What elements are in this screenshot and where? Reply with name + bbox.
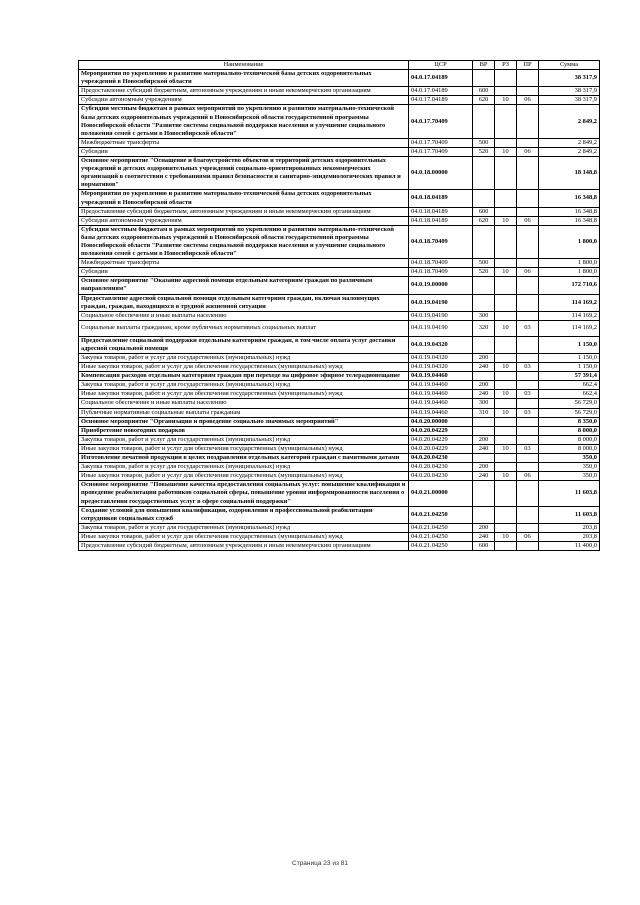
cell-csr: 04.0.19.00000 (409, 277, 473, 294)
cell-pr (517, 426, 539, 435)
cell-sum: 350,0 (539, 454, 600, 463)
table-row (79, 454, 600, 463)
cell-sum: 350,0 (539, 463, 600, 472)
cell-csr: 04.0.20.04230 (409, 472, 473, 481)
cell-vr (473, 105, 495, 138)
cell-pr: 03 (517, 408, 539, 417)
cell-rz: 10 (495, 472, 517, 481)
table-row (79, 157, 600, 190)
cell-name: Закупка товаров, работ и услуг для государственных (муниципальных) нужд (79, 435, 409, 444)
table-row (79, 444, 600, 453)
table-row (79, 363, 600, 372)
cell-vr: 520 (473, 147, 495, 156)
cell-vr (473, 426, 495, 435)
cell-name: Приобретение новогодних подарков (79, 426, 409, 435)
cell-csr: 04.0.19.04460 (409, 381, 473, 390)
cell-rz (495, 277, 517, 294)
cell-name: Закупка товаров, работ и услуг для государственных (муниципальных) нужд (79, 523, 409, 532)
cell-sum: 16 348,8 (539, 190, 600, 207)
table-row (79, 381, 600, 390)
cell-pr (517, 138, 539, 147)
table-row (79, 277, 600, 294)
cell-sum: 16 348,8 (539, 207, 600, 216)
cell-vr: 620 (473, 216, 495, 225)
header-rz: РЗ (495, 61, 517, 70)
cell-name: Иные закупки товаров, работ и услуг для обеспечения государственных (муниципальных) нужд (79, 472, 409, 481)
cell-pr (517, 463, 539, 472)
cell-vr: 240 (473, 363, 495, 372)
cell-csr: 04.0.20.04229 (409, 435, 473, 444)
cell-pr: 06 (517, 268, 539, 277)
cell-pr (517, 87, 539, 96)
cell-csr: 04.0.19.04460 (409, 408, 473, 417)
table-row (79, 259, 600, 268)
cell-pr (517, 207, 539, 216)
cell-sum: 2 849,2 (539, 138, 600, 147)
cell-vr: 240 (473, 390, 495, 399)
cell-vr: 500 (473, 259, 495, 268)
cell-name: Иные закупки товаров, работ и услуг для обеспечения государственных (муниципальных) нужд (79, 363, 409, 372)
cell-sum: 11 603,8 (539, 481, 600, 506)
cell-csr: 04.0.18.04189 (409, 190, 473, 207)
cell-pr (517, 311, 539, 320)
cell-name: Публичные нормативные социальные выплаты гражданам (79, 408, 409, 417)
cell-name: Субсидии автономным учреждениям (79, 96, 409, 105)
cell-sum: 203,8 (539, 523, 600, 532)
table-row (79, 408, 600, 417)
cell-rz (495, 354, 517, 363)
cell-rz: 10 (495, 532, 517, 541)
cell-pr (517, 259, 539, 268)
cell-csr: 04.0.19.04190 (409, 294, 473, 311)
cell-rz (495, 157, 517, 190)
cell-pr (517, 190, 539, 207)
cell-rz: 10 (495, 408, 517, 417)
cell-pr (517, 417, 539, 426)
cell-name: Субсидии автономным учреждениям (79, 216, 409, 225)
cell-rz (495, 294, 517, 311)
cell-rz (495, 87, 517, 96)
table-row (79, 138, 600, 147)
cell-csr: 04.0.19.04320 (409, 354, 473, 363)
cell-pr (517, 105, 539, 138)
cell-pr (517, 381, 539, 390)
cell-csr: 04.0.19.04460 (409, 390, 473, 399)
cell-name: Социальные выплаты гражданам, кроме публичных нормативных социальных выплат (79, 320, 409, 336)
table-row (79, 472, 600, 481)
table-row (79, 216, 600, 225)
cell-vr (473, 481, 495, 506)
cell-vr (473, 506, 495, 523)
cell-sum: 114 169,2 (539, 320, 600, 336)
cell-sum: 56 729,0 (539, 408, 600, 417)
cell-name: Основное мероприятие "Организация и проведение социально значимых мероприятий" (79, 417, 409, 426)
cell-rz (495, 435, 517, 444)
cell-csr: 04.0.19.04320 (409, 336, 473, 353)
cell-name: Основное мероприятие "Оказание адресной помощи отдельным категориям граждан по различным направлениям" (79, 277, 409, 294)
cell-sum: 8 000,0 (539, 435, 600, 444)
cell-name: Создание условий для повышения квалификации, оздоровления и профессиональной реабилитации сотрудников социальных служб (79, 506, 409, 523)
cell-csr: 04.0.17.70409 (409, 147, 473, 156)
cell-pr (517, 541, 539, 550)
cell-pr (517, 70, 539, 87)
table-header-row (79, 61, 600, 70)
cell-pr (517, 354, 539, 363)
cell-csr: 04.0.21.04250 (409, 523, 473, 532)
cell-sum: 8 350,0 (539, 417, 600, 426)
cell-pr (517, 372, 539, 381)
cell-pr (517, 336, 539, 353)
cell-vr: 600 (473, 207, 495, 216)
cell-name: Субсидии (79, 147, 409, 156)
cell-rz (495, 506, 517, 523)
cell-sum: 1 150,0 (539, 336, 600, 353)
cell-pr (517, 277, 539, 294)
cell-rz: 10 (495, 444, 517, 453)
table-row (79, 390, 600, 399)
cell-rz (495, 259, 517, 268)
cell-pr (517, 481, 539, 506)
cell-name: Межбюджетные трансферты (79, 138, 409, 147)
cell-vr: 200 (473, 354, 495, 363)
cell-csr: 04.0.21.04250 (409, 541, 473, 550)
cell-name: Закупка товаров, работ и услуг для государственных (муниципальных) нужд (79, 381, 409, 390)
cell-sum: 350,0 (539, 472, 600, 481)
cell-sum: 1 800,0 (539, 259, 600, 268)
cell-vr: 200 (473, 381, 495, 390)
cell-pr: 03 (517, 444, 539, 453)
cell-pr (517, 506, 539, 523)
table-row (79, 87, 600, 96)
header-vr: ВР (473, 61, 495, 70)
cell-rz (495, 138, 517, 147)
cell-pr: 06 (517, 216, 539, 225)
cell-vr (473, 190, 495, 207)
cell-pr (517, 435, 539, 444)
cell-name: Иные закупки товаров, работ и услуг для обеспечения государственных (муниципальных) нужд (79, 390, 409, 399)
cell-rz: 10 (495, 390, 517, 399)
cell-name: Субсидии местным бюджетам в рамках мероприятий по укреплению и развитию материально-технической базы детских оздоровительных учреждений в Новосибирской области государственной программы Новосибирской области "Развитие системы социальной поддержки населения и улучшение социального положения семей с детьми в Новосибирской области" (79, 105, 409, 138)
cell-csr: 04.0.17.70409 (409, 105, 473, 138)
table-row (79, 481, 600, 506)
cell-pr (517, 157, 539, 190)
cell-sum: 11 603,8 (539, 506, 600, 523)
cell-sum: 11 400,0 (539, 541, 600, 550)
cell-vr: 300 (473, 399, 495, 408)
cell-csr: 04.0.17.04189 (409, 70, 473, 87)
table-row (79, 70, 600, 87)
cell-sum: 662,4 (539, 390, 600, 399)
cell-vr: 320 (473, 320, 495, 336)
cell-name: Изготовление печатной продукции в целях поздравления отдельных категорий граждан с памятными датами (79, 454, 409, 463)
cell-rz: 10 (495, 216, 517, 225)
cell-sum: 1 150,0 (539, 363, 600, 372)
cell-sum: 662,4 (539, 381, 600, 390)
cell-sum: 172 710,6 (539, 277, 600, 294)
table-row (79, 105, 600, 138)
cell-pr (517, 399, 539, 408)
cell-pr: 06 (517, 96, 539, 105)
cell-pr: 03 (517, 363, 539, 372)
cell-pr: 03 (517, 390, 539, 399)
table-row (79, 225, 600, 258)
table-row (79, 190, 600, 207)
cell-rz: 10 (495, 320, 517, 336)
cell-name: Мероприятия по укреплению и развитию материально-технической базы детских оздоровительных учреждений в Новосибирской области (79, 70, 409, 87)
cell-rz (495, 336, 517, 353)
table-row (79, 268, 600, 277)
cell-vr (473, 372, 495, 381)
cell-csr: 04.0.17.70409 (409, 138, 473, 147)
table-row (79, 523, 600, 532)
cell-name: Предоставление адресной социальной помощи отдельным категориям граждан, включая малоимущих граждан, граждан, находящихся в трудной жизненной ситуации (79, 294, 409, 311)
cell-sum: 38 317,9 (539, 87, 600, 96)
header-pr: ПР (517, 61, 539, 70)
cell-name: Закупка товаров, работ и услуг для государственных (муниципальных) нужд (79, 463, 409, 472)
table-row (79, 463, 600, 472)
cell-vr: 600 (473, 541, 495, 550)
cell-vr (473, 294, 495, 311)
cell-sum: 1 800,0 (539, 225, 600, 258)
cell-csr: 04.0.17.04189 (409, 87, 473, 96)
cell-pr (517, 225, 539, 258)
cell-pr (517, 294, 539, 311)
cell-vr: 240 (473, 444, 495, 453)
page-number: Страница 23 из 81 (292, 860, 348, 867)
cell-csr: 04.0.20.04229 (409, 444, 473, 453)
header-sum: Сумма (539, 61, 600, 70)
cell-name: Межбюджетные трансферты (79, 259, 409, 268)
table-row (79, 320, 600, 336)
cell-name: Иные закупки товаров, работ и услуг для обеспечения государственных (муниципальных) нужд (79, 444, 409, 453)
cell-csr: 04.0.19.04190 (409, 320, 473, 336)
cell-sum: 38 317,9 (539, 96, 600, 105)
cell-rz (495, 190, 517, 207)
cell-rz (495, 541, 517, 550)
cell-name: Субсидии местным бюджетам в рамках мероприятий по укреплению и развитию материально-технической базы детских оздоровительных учреждений в Новосибирской области государственной программы Новосибирской области "Развитие системы социальной поддержки населения и улучшение социального положения семей с детьми в Новосибирской области" (79, 225, 409, 258)
cell-rz (495, 399, 517, 408)
table-row (79, 417, 600, 426)
cell-rz (495, 454, 517, 463)
cell-name: Предоставление субсидий бюджетным, автономным учреждениям и иным некоммерческим организациям (79, 87, 409, 96)
cell-csr: 04.0.19.04460 (409, 372, 473, 381)
cell-vr (473, 336, 495, 353)
cell-vr (473, 70, 495, 87)
cell-csr: 04.0.21.04250 (409, 532, 473, 541)
cell-vr: 200 (473, 463, 495, 472)
cell-csr: 04.0.18.00000 (409, 157, 473, 190)
table-row (79, 372, 600, 381)
cell-rz (495, 523, 517, 532)
cell-pr (517, 523, 539, 532)
cell-sum: 57 391,4 (539, 372, 600, 381)
cell-sum: 1 150,0 (539, 354, 600, 363)
cell-rz (495, 381, 517, 390)
cell-rz (495, 481, 517, 506)
cell-name: Субсидии (79, 268, 409, 277)
cell-sum: 203,8 (539, 532, 600, 541)
cell-csr: 04.0.20.04230 (409, 463, 473, 472)
cell-name: Мероприятия по укреплению и развитию материально-технической базы детских оздоровительных учреждений в Новосибирской области (79, 190, 409, 207)
cell-vr: 200 (473, 523, 495, 532)
cell-rz (495, 463, 517, 472)
table-row (79, 207, 600, 216)
cell-rz: 10 (495, 96, 517, 105)
cell-csr: 04.0.21.00000 (409, 481, 473, 506)
table-row (79, 311, 600, 320)
cell-sum: 8 000,0 (539, 444, 600, 453)
cell-csr: 04.0.20.04229 (409, 426, 473, 435)
cell-sum: 114 169,2 (539, 294, 600, 311)
cell-name: Иные закупки товаров, работ и услуг для обеспечения государственных (муниципальных) нужд (79, 532, 409, 541)
table-row (79, 426, 600, 435)
cell-vr: 500 (473, 138, 495, 147)
cell-pr: 06 (517, 532, 539, 541)
cell-sum: 38 317,9 (539, 70, 600, 87)
table-row (79, 147, 600, 156)
cell-sum: 16 348,8 (539, 216, 600, 225)
cell-pr: 06 (517, 147, 539, 156)
cell-name: Предоставление субсидий бюджетным, автономным учреждениям и иным некоммерческим организациям (79, 207, 409, 216)
cell-vr: 520 (473, 268, 495, 277)
budget-table (78, 60, 600, 551)
cell-csr: 04.0.21.04250 (409, 506, 473, 523)
cell-csr: 04.0.18.70409 (409, 259, 473, 268)
cell-sum: 1 800,0 (539, 268, 600, 277)
cell-rz (495, 372, 517, 381)
cell-vr: 200 (473, 435, 495, 444)
header-name: Наименование (79, 61, 409, 70)
table-row (79, 294, 600, 311)
cell-csr: 04.0.18.04189 (409, 207, 473, 216)
cell-rz (495, 225, 517, 258)
cell-rz: 10 (495, 147, 517, 156)
cell-csr: 04.0.18.04189 (409, 216, 473, 225)
cell-name: Основное мероприятие "Оснащение и благоустройство объектов и территорий детских оздоровительных учреждений и детских оздоровительных учреждений социально-ориентированных некоммерческих организаций в соответствии с требованиями правил безопасности и санитарно-эпидемиологических правил и нормативов" (79, 157, 409, 190)
table-row (79, 506, 600, 523)
cell-csr: 04.0.19.04320 (409, 363, 473, 372)
cell-vr (473, 277, 495, 294)
cell-csr: 04.0.19.04460 (409, 399, 473, 408)
cell-vr: 600 (473, 87, 495, 96)
cell-rz: 10 (495, 268, 517, 277)
table-body (79, 70, 600, 551)
cell-vr (473, 417, 495, 426)
cell-rz: 10 (495, 363, 517, 372)
table-row (79, 336, 600, 353)
cell-vr: 240 (473, 472, 495, 481)
table-row (79, 96, 600, 105)
cell-sum: 18 148,8 (539, 157, 600, 190)
cell-sum: 8 000,0 (539, 426, 600, 435)
cell-sum: 114 169,2 (539, 311, 600, 320)
cell-rz (495, 311, 517, 320)
cell-vr: 300 (473, 311, 495, 320)
cell-pr: 06 (517, 472, 539, 481)
table-row (79, 354, 600, 363)
cell-name: Предоставление субсидий бюджетным, автономным учреждениям и иным некоммерческим организациям (79, 541, 409, 550)
cell-vr: 310 (473, 408, 495, 417)
cell-vr (473, 225, 495, 258)
cell-name: Предоставление социальной поддержки отдельным категориям граждан, в том числе оплата услуг доставки адресной социальной помощи (79, 336, 409, 353)
cell-rz (495, 207, 517, 216)
table-row (79, 541, 600, 550)
cell-sum: 2 849,2 (539, 105, 600, 138)
cell-sum: 2 849,2 (539, 147, 600, 156)
cell-csr: 04.0.19.04190 (409, 311, 473, 320)
cell-rz (495, 105, 517, 138)
table-row (79, 435, 600, 444)
cell-name: Социальное обеспечение и иные выплаты населению (79, 311, 409, 320)
cell-name: Основное мероприятие "Повышение качества предоставления социальных услуг: повышение квалификации и проведение реабилитации работников социальной сферы, повышение уровня информированности населения о предоставлении государственных услуг в сфере социальной поддержки" (79, 481, 409, 506)
cell-vr (473, 454, 495, 463)
cell-name: Закупка товаров, работ и услуг для государственных (муниципальных) нужд (79, 354, 409, 363)
cell-rz (495, 417, 517, 426)
cell-sum: 56 729,0 (539, 399, 600, 408)
cell-csr: 04.0.20.04230 (409, 454, 473, 463)
cell-pr: 03 (517, 320, 539, 336)
cell-pr (517, 454, 539, 463)
table-row (79, 399, 600, 408)
cell-rz (495, 426, 517, 435)
cell-csr: 04.0.18.70409 (409, 225, 473, 258)
cell-rz (495, 70, 517, 87)
cell-vr: 240 (473, 532, 495, 541)
cell-csr: 04.0.17.04189 (409, 96, 473, 105)
cell-name: Социальное обеспечение и иные выплаты населению (79, 399, 409, 408)
table-row (79, 532, 600, 541)
cell-vr: 620 (473, 96, 495, 105)
cell-name: Компенсация расходов отдельным категориям граждан при переходе на цифровое эфирное телерадиовещание (79, 372, 409, 381)
cell-csr: 04.0.18.70409 (409, 268, 473, 277)
cell-csr: 04.0.20.00000 (409, 417, 473, 426)
cell-vr (473, 157, 495, 190)
header-csr: ЦСР (409, 61, 473, 70)
